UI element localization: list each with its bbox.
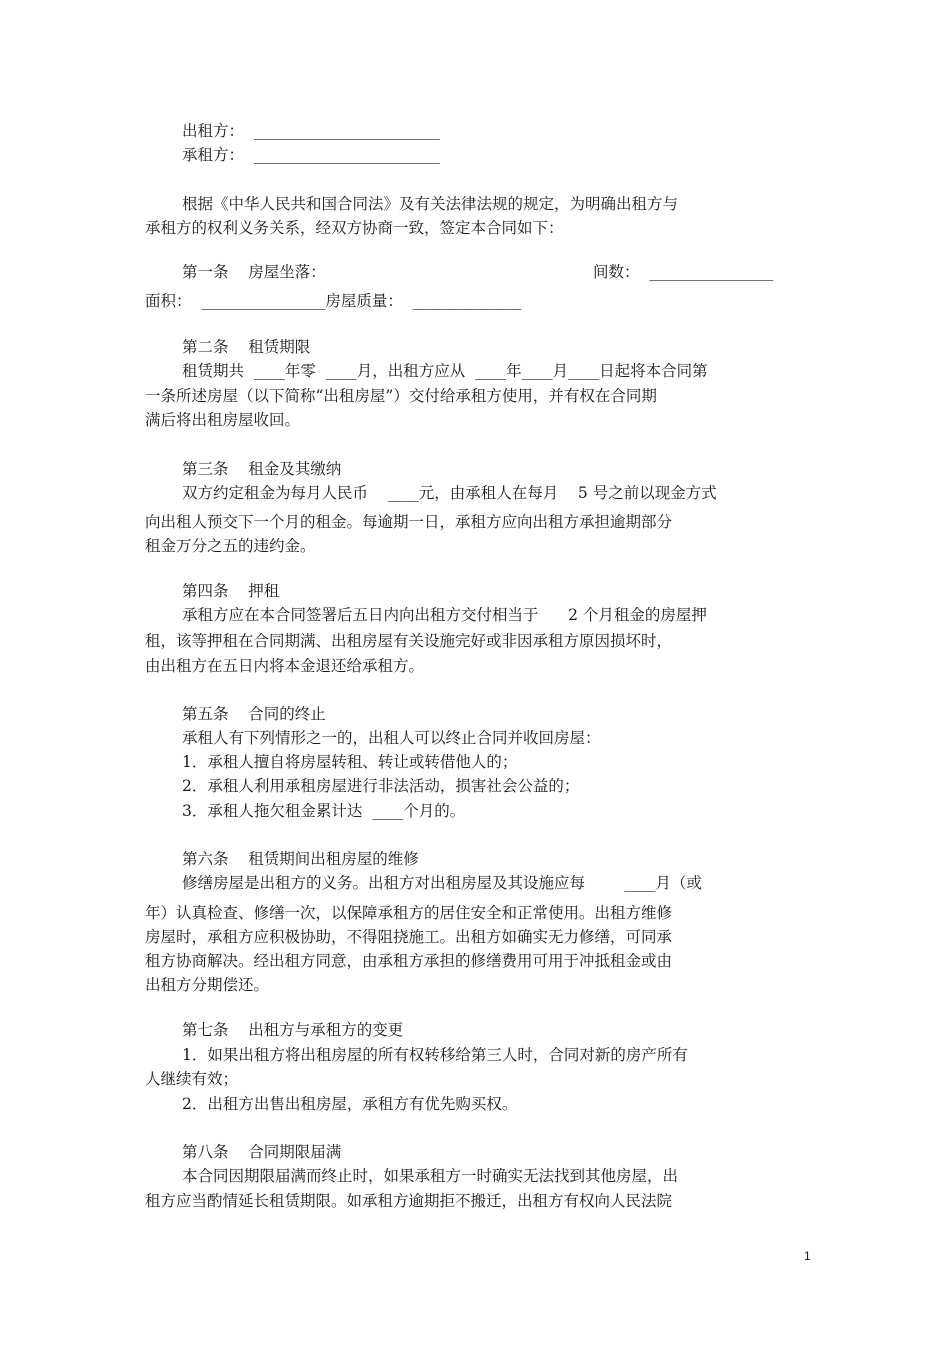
article-2-line-2: 一条所述房屋（以下简称“出租房屋”）交付给承租方使用，并有权在合同期 — [145, 387, 657, 405]
lessee-line: 承租方： ________________________ — [182, 146, 440, 164]
article-1-heading: 第一条 房屋坐落： — [182, 263, 326, 281]
article-5-heading: 第五条 合同的终止 — [182, 705, 326, 723]
article-6-line-1: 修缮房屋是出租方的义务。出租方对出租房屋及其设施应每 ____月（或 — [182, 874, 702, 892]
article-8-heading: 第八条 合同期限届满 — [182, 1143, 342, 1161]
article-7-line-1: 1．如果出租方将出租房屋的所有权转移给第三人时，合同对新的房产所有 — [182, 1046, 688, 1064]
preamble-line-2: 承租方的权利义务关系，经双方协商一致，签定本合同如下： — [145, 219, 564, 237]
article-4-line-2: 租，该等押租在合同期满、出租房屋有关设施完好或非因承租方原因损坏时， — [145, 632, 673, 650]
article-8-line-2: 租方应当酌情延长租赁期限。如承租方逾期拒不搬迁，出租方有权向人民法院 — [145, 1192, 673, 1210]
article-7-line-2: 人继续有效； — [145, 1070, 239, 1088]
article-1-rooms: 间数： ________________ — [593, 263, 774, 281]
article-3-heading: 第三条 租金及其缴纳 — [182, 460, 342, 478]
article-2-line-3: 满后将出租房屋收回。 — [145, 411, 301, 429]
article-8-line-1: 本合同因期限届满而终止时，如果承租方一时确实无法找到其他房屋，出 — [182, 1167, 679, 1185]
article-3-line-3: 租金万分之五的违约金。 — [145, 537, 316, 555]
article-6-line-4: 租方协商解决。经出租方同意，由承租方承担的修缮费用可用于冲抵租金或由 — [145, 952, 673, 970]
preamble-line-1: 根据《中华人民共和国合同法》及有关法律法规的规定，为明确出租方与 — [182, 195, 679, 213]
article-7-heading: 第七条 出租方与承租方的变更 — [182, 1021, 404, 1039]
article-3-line-1: 双方约定租金为每月人民币 ____元，由承租人在每月 5 号之前以现金方式 — [182, 484, 717, 502]
article-2-line-1: 租赁期共 ____年零 ____月，出租方应从 ____年____月____日起将本合同第 — [182, 362, 708, 380]
lessor-line: 出租方： ________________________ — [182, 122, 440, 140]
article-4-line-3: 由出租方在五日内将本金退还给承租方。 — [145, 657, 425, 675]
article-4-heading: 第四条 押租 — [182, 582, 280, 600]
article-5-line-1: 承租人有下列情形之一的，出租人可以终止合同并收回房屋： — [182, 729, 601, 747]
article-6-line-2: 年）认真检查、修缮一次，以保障承租方的居住安全和正常使用。出租方维修 — [145, 904, 673, 922]
article-5-item-2: 2．承租人利用承租房屋进行非法活动，损害社会公益的； — [182, 777, 580, 795]
article-6-line-3: 房屋时，承租方应积极协助，不得阻挠施工。出租方如确实无力修缮，可同承 — [145, 928, 673, 946]
article-4-line-1: 承租方应在本合同签署后五日内向出租方交付相当于 2 个月租金的房屋押 — [182, 606, 707, 624]
article-1-line-2: 面积： ________________房屋质量： ______________ — [145, 292, 522, 310]
page-number: 1 — [804, 1249, 811, 1263]
article-2-heading: 第二条 租赁期限 — [182, 338, 311, 356]
article-5-item-3: 3．承租人拖欠租金累计达 ____个月的。 — [182, 802, 466, 820]
article-6-line-5: 出租方分期偿还。 — [145, 976, 270, 994]
article-5-item-1: 1．承租人擅自将房屋转租、转让或转借他人的； — [182, 753, 518, 771]
article-6-heading: 第六条 租赁期间出租房屋的维修 — [182, 850, 419, 868]
article-3-line-2: 向出租人预交下一个月的租金。每逾期一日，承租方应向出租方承担逾期部分 — [145, 513, 673, 531]
article-7-line-3: 2．出租方出售出租房屋，承租方有优先购买权。 — [182, 1095, 518, 1113]
